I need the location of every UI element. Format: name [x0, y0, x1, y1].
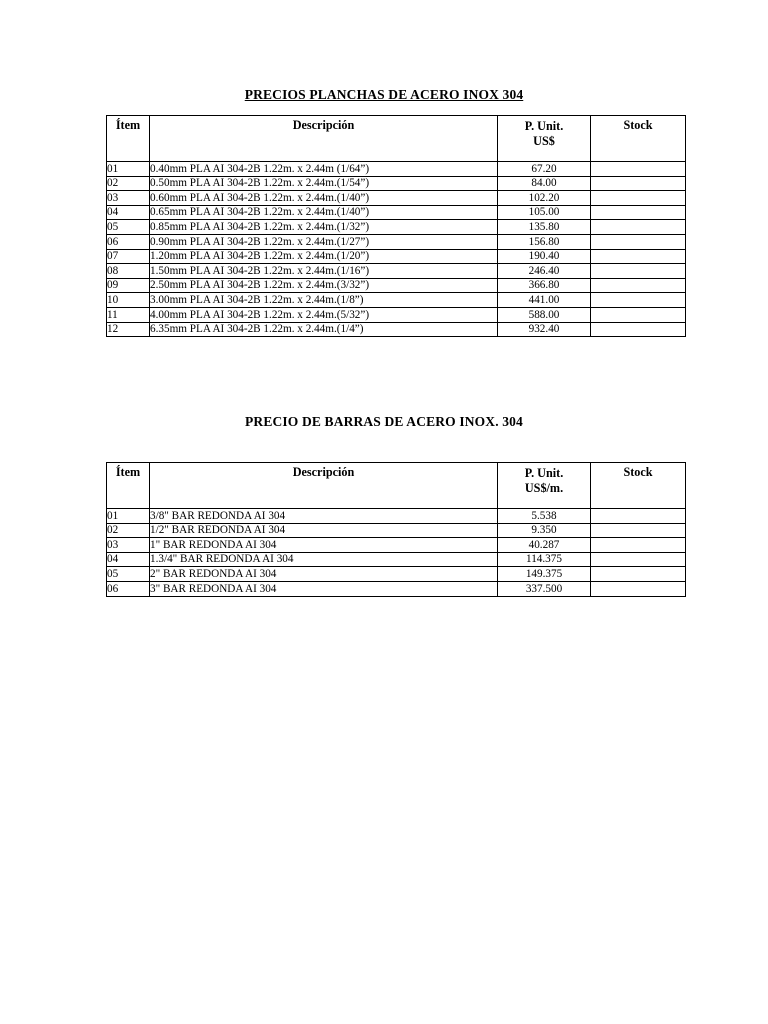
table-row: [107, 538, 686, 553]
cell-stock: [591, 191, 686, 206]
table-header-row: [107, 116, 686, 162]
cell-price: 84.00: [498, 176, 591, 191]
cell-description: 1.50mm PLA AI 304-2B 1.22m. x 2.44m.(1/16”): [150, 264, 498, 279]
cell-description: 0.90mm PLA AI 304-2B 1.22m. x 2.44m.(1/27”): [150, 234, 498, 249]
cell-stock: [591, 509, 686, 524]
cell-item: 09: [107, 278, 150, 293]
page-title-planchas: [0, 87, 768, 103]
page-title-barras: [0, 414, 768, 430]
cell-item: 07: [107, 249, 150, 264]
column-header-price-line2: US$/m.: [524, 480, 564, 495]
cell-stock: [591, 538, 686, 553]
cell-stock: [591, 567, 686, 582]
cell-price: 102.20: [498, 191, 591, 206]
table-row: [107, 205, 686, 220]
cell-description: 3" BAR REDONDA AI 304: [150, 581, 498, 596]
cell-description: 1.3/4" BAR REDONDA AI 304: [150, 552, 498, 567]
cell-item: 04: [107, 205, 150, 220]
cell-description: 0.40mm PLA AI 304-2B 1.22m. x 2.44m (1/64”): [150, 162, 498, 177]
cell-stock: [591, 581, 686, 596]
cell-stock: [591, 234, 686, 249]
cell-item: 01: [107, 509, 150, 524]
table-row: [107, 191, 686, 206]
table-barras-body: [107, 509, 686, 597]
column-header-description: Descripción: [150, 116, 498, 162]
table-planchas-prices: [106, 115, 686, 337]
cell-price: 156.80: [498, 234, 591, 249]
cell-price: 40.287: [498, 538, 591, 553]
table-row: [107, 322, 686, 337]
cell-description: 4.00mm PLA AI 304-2B 1.22m. x 2.44m.(5/32”): [150, 307, 498, 322]
table-row: [107, 249, 686, 264]
cell-description: 0.60mm PLA AI 304-2B 1.22m. x 2.44m.(1/40”): [150, 191, 498, 206]
column-header-price-line1: P. Unit.: [524, 466, 564, 480]
cell-stock: [591, 552, 686, 567]
column-header-description: Descripción: [150, 463, 498, 509]
cell-price: 932.40: [498, 322, 591, 337]
cell-price: 5.538: [498, 509, 591, 524]
cell-price: 588.00: [498, 307, 591, 322]
column-header-price-line2: US$: [533, 133, 555, 148]
cell-description: 3.00mm PLA AI 304-2B 1.22m. x 2.44m.(1/8”): [150, 293, 498, 308]
table-planchas-body: [107, 162, 686, 337]
column-header-stock: Stock: [591, 116, 686, 162]
table-row: [107, 523, 686, 538]
cell-description: 6.35mm PLA AI 304-2B 1.22m. x 2.44m.(1/4”): [150, 322, 498, 337]
cell-item: 03: [107, 191, 150, 206]
cell-price: 246.40: [498, 264, 591, 279]
cell-description: 0.85mm PLA AI 304-2B 1.22m. x 2.44m.(1/32”): [150, 220, 498, 235]
cell-description: 1" BAR REDONDA AI 304: [150, 538, 498, 553]
cell-stock: [591, 205, 686, 220]
page-title-planchas-text: PRECIOS PLANCHAS DE ACERO INOX 304: [244, 87, 524, 102]
table-header-row: [107, 463, 686, 509]
cell-item: 03: [107, 538, 150, 553]
table-barras-header: [107, 463, 686, 509]
cell-price: 149.375: [498, 567, 591, 582]
cell-price: 337.500: [498, 581, 591, 596]
column-header-price: [498, 116, 591, 162]
cell-description: 0.50mm PLA AI 304-2B 1.22m. x 2.44m.(1/54”): [150, 176, 498, 191]
cell-item: 02: [107, 523, 150, 538]
table-row: [107, 176, 686, 191]
page-title-barras-text: PRECIO DE BARRAS DE ACERO INOX. 304: [245, 414, 523, 429]
cell-item: 06: [107, 581, 150, 596]
cell-price: 441.00: [498, 293, 591, 308]
column-header-stock: Stock: [591, 463, 686, 509]
cell-stock: [591, 307, 686, 322]
cell-stock: [591, 264, 686, 279]
cell-description: 3/8" BAR REDONDA AI 304: [150, 509, 498, 524]
table-barras-prices: [106, 462, 686, 597]
table-row: [107, 581, 686, 596]
cell-item: 02: [107, 176, 150, 191]
cell-price: 190.40: [498, 249, 591, 264]
cell-description: 1.20mm PLA AI 304-2B 1.22m. x 2.44m.(1/20”): [150, 249, 498, 264]
cell-description: 1/2" BAR REDONDA AI 304: [150, 523, 498, 538]
table-row: [107, 220, 686, 235]
column-header-price-line1: P. Unit.: [524, 119, 564, 133]
cell-item: 01: [107, 162, 150, 177]
cell-item: 06: [107, 234, 150, 249]
cell-stock: [591, 523, 686, 538]
cell-price: 114.375: [498, 552, 591, 567]
cell-item: 10: [107, 293, 150, 308]
cell-price: 105.00: [498, 205, 591, 220]
cell-item: 05: [107, 220, 150, 235]
cell-stock: [591, 322, 686, 337]
column-header-price: [498, 463, 591, 509]
cell-description: 2.50mm PLA AI 304-2B 1.22m. x 2.44m.(3/32”): [150, 278, 498, 293]
cell-stock: [591, 176, 686, 191]
table-row: [107, 293, 686, 308]
column-header-item: Ítem: [107, 463, 150, 509]
table-row: [107, 264, 686, 279]
cell-item: 04: [107, 552, 150, 567]
column-header-item: Ítem: [107, 116, 150, 162]
table-row: [107, 567, 686, 582]
table-planchas-header: [107, 116, 686, 162]
cell-stock: [591, 220, 686, 235]
cell-stock: [591, 162, 686, 177]
cell-price: 366.80: [498, 278, 591, 293]
cell-item: 11: [107, 307, 150, 322]
table-row: [107, 278, 686, 293]
table-row: [107, 234, 686, 249]
table-row: [107, 162, 686, 177]
cell-item: 05: [107, 567, 150, 582]
cell-price: 9.350: [498, 523, 591, 538]
table-row: [107, 307, 686, 322]
cell-stock: [591, 249, 686, 264]
cell-item: 12: [107, 322, 150, 337]
cell-price: 67.20: [498, 162, 591, 177]
cell-stock: [591, 278, 686, 293]
table-row: [107, 509, 686, 524]
cell-description: 0.65mm PLA AI 304-2B 1.22m. x 2.44m.(1/40”): [150, 205, 498, 220]
cell-item: 08: [107, 264, 150, 279]
cell-stock: [591, 293, 686, 308]
cell-description: 2" BAR REDONDA AI 304: [150, 567, 498, 582]
cell-price: 135.80: [498, 220, 591, 235]
table-row: [107, 552, 686, 567]
